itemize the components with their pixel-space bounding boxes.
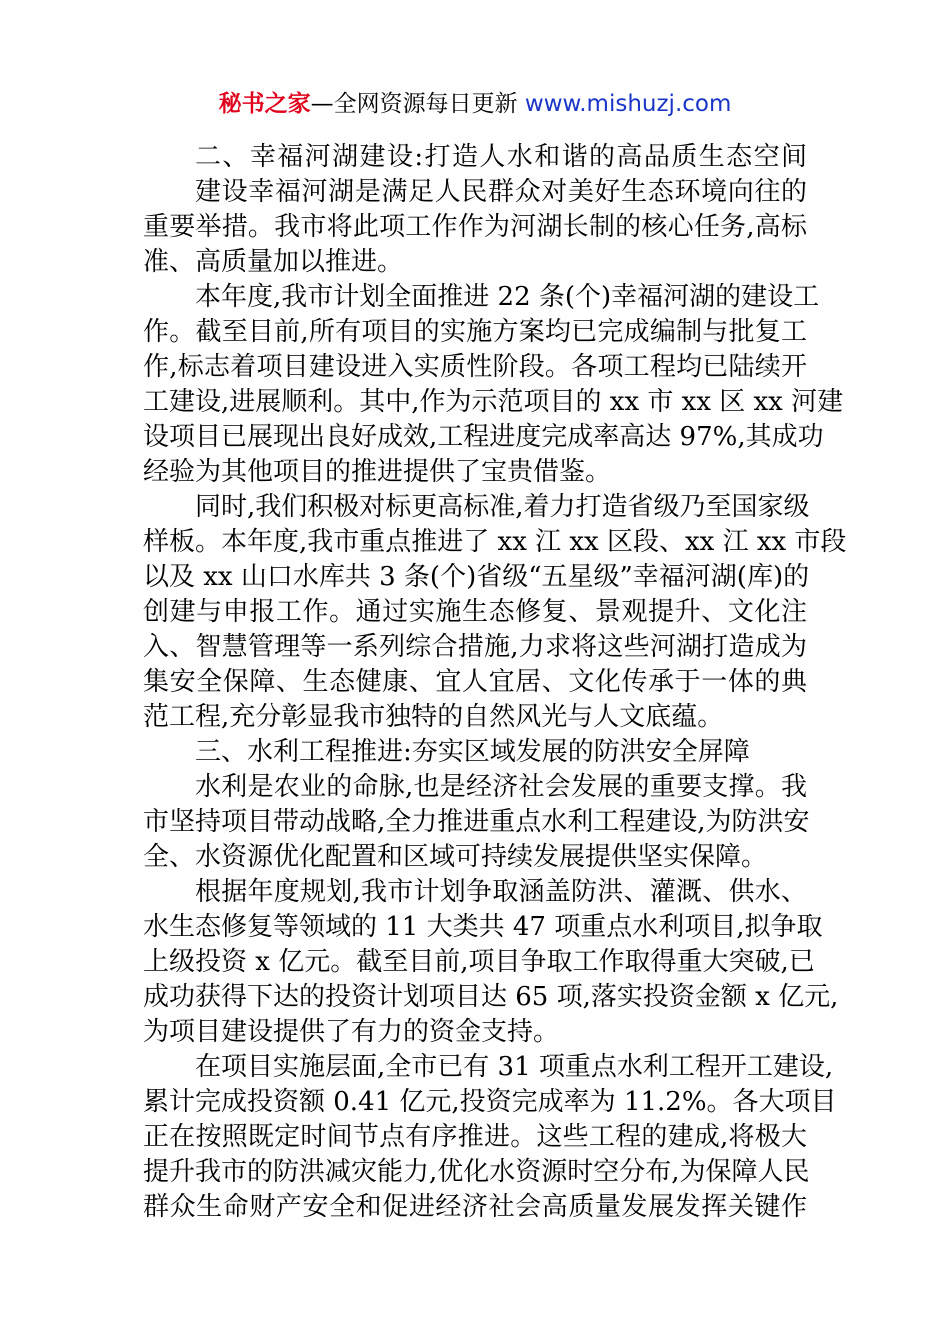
paragraph-line: 群众生命财产安全和促进经济社会高质量发展发挥关键作	[143, 1192, 807, 1222]
section-heading: 二、幸福河湖建设:打造人水和谐的高品质生态空间	[195, 142, 807, 172]
paragraph-line: 集安全保障、生态健康、宜人宜居、文化传承于一体的典	[143, 667, 807, 697]
paragraph-line: 正在按照既定时间节点有序推进。这些工程的建成,将极大	[143, 1122, 807, 1152]
paragraph-line: 水利是农业的命脉,也是经济社会发展的重要支撑。我	[195, 772, 807, 802]
paragraph-line: 建设幸福河湖是满足人民群众对美好生态环境向往的	[195, 177, 807, 207]
paragraph-line: 在项目实施层面,全市已有 31 项重点水利工程开工建设,	[195, 1052, 834, 1082]
paragraph-line: 设项目已展现出良好成效,工程进度完成率高达 97%,其成功	[143, 422, 824, 452]
header-tagline: —全网资源每日更新	[310, 91, 525, 117]
paragraph-line: 同时,我们积极对标更高标准,着力打造省级乃至国家级	[195, 492, 810, 522]
paragraph-line: 全、水资源优化配置和区域可持续发展提供坚实保障。	[143, 842, 768, 872]
paragraph-line: 范工程,充分彰显我市独特的自然风光与人文底蕴。	[143, 702, 724, 732]
paragraph-line: 经验为其他项目的推进提供了宝贵借鉴。	[143, 457, 612, 487]
paragraph-line: 创建与申报工作。通过实施生态修复、景观提升、文化注	[143, 597, 807, 627]
paragraph-line: 作。截至目前,所有项目的实施方案均已完成编制与批复工	[143, 317, 807, 347]
paragraph-line: 提升我市的防洪减灾能力,优化水资源时空分布,为保障人民	[143, 1157, 810, 1187]
paragraph-line: 入、智慧管理等一系列综合措施,力求将这些河湖打造成为	[143, 632, 807, 662]
paragraph-line: 市坚持项目带动战略,全力推进重点水利工程建设,为防洪安	[143, 807, 810, 837]
paragraph-line: 成功获得下达的投资计划项目达 65 项,落实投资金额 x 亿元,	[143, 982, 839, 1012]
website-link[interactable]: www.mishuzj.com	[524, 91, 732, 117]
paragraph-line: 水生态修复等领域的 11 大类共 47 项重点水利项目,拟争取	[143, 912, 823, 942]
paragraph-line: 累计完成投资额 0.41 亿元,投资完成率为 11.2%。各大项目	[143, 1087, 837, 1117]
brand-name: 秘书之家	[218, 91, 311, 117]
paragraph-line: 根据年度规划,我市计划争取涵盖防洪、灌溉、供水、	[195, 877, 807, 907]
document-body	[143, 140, 847, 1225]
section-heading: 三、水利工程推进:夯实区域发展的防洪安全屏障	[195, 737, 750, 767]
paragraph-line: 为项目建设提供了有力的资金支持。	[143, 1017, 560, 1047]
paragraph-line: 本年度,我市计划全面推进 22 条(个)幸福河湖的建设工	[195, 282, 820, 312]
paragraph-line: 准、高质量加以推进。	[143, 247, 404, 277]
paragraph-line: 上级投资 x 亿元。截至目前,项目争取工作取得重大突破,已	[143, 947, 815, 977]
page-header	[0, 88, 950, 120]
paragraph-line: 工建设,进展顺利。其中,作为示范项目的 xx 市 xx 区 xx 河建	[143, 387, 844, 417]
paragraph-line: 样板。本年度,我市重点推进了 xx 江 xx 区段、xx 江 xx 市段	[143, 527, 847, 557]
paragraph-line: 重要举措。我市将此项工作作为河湖长制的核心任务,高标	[143, 212, 807, 242]
paragraph-line: 以及 xx 山口水库共 3 条(个)省级“五星级”幸福河湖(库)的	[143, 562, 810, 592]
paragraph-line: 作,标志着项目建设进入实质性阶段。各项工程均已陆续开	[143, 352, 807, 382]
